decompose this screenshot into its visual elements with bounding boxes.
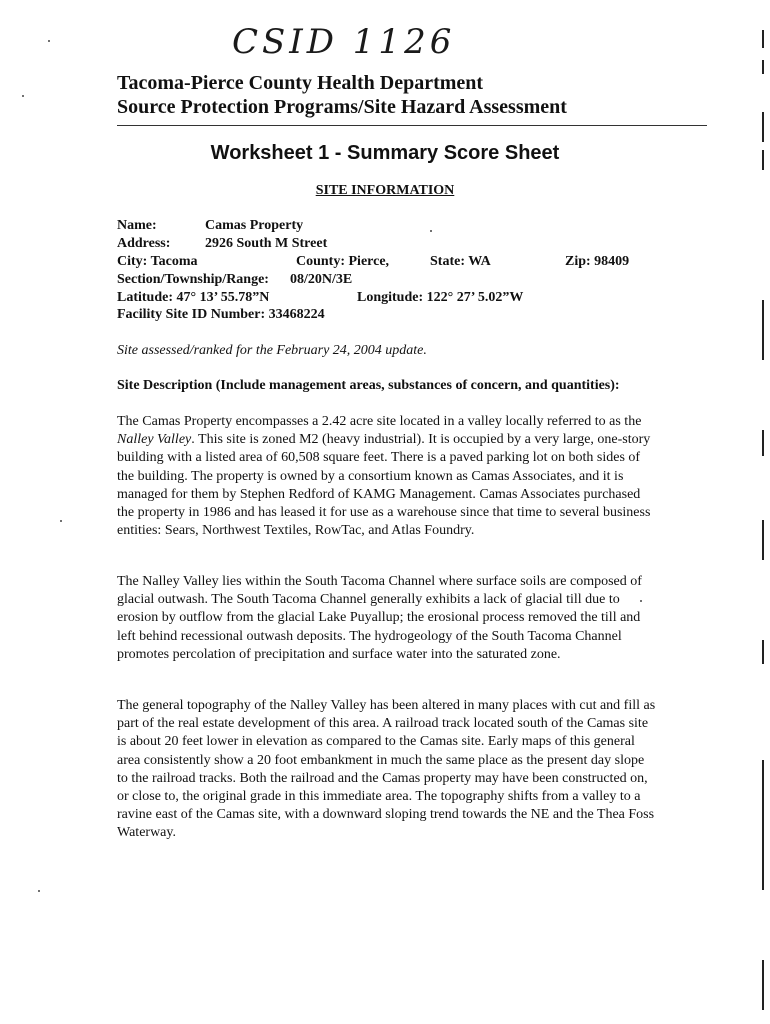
description-paragraph-1 (117, 413, 657, 540)
scan-margin-mark (762, 60, 764, 74)
department-title: Tacoma-Pierce County Health Department (117, 72, 484, 94)
address-value: 2926 South M Street (205, 236, 328, 251)
scan-speck (60, 520, 62, 522)
address-label: Address: (117, 236, 171, 251)
handwritten-site-id: CSID 1126 (232, 22, 456, 62)
latitude-field: Latitude: 47° 13’ 55.78”N (117, 290, 270, 305)
assessed-note: Site assessed/ranked for the February 24, 2004 update. (117, 343, 427, 358)
header-divider (117, 125, 707, 126)
county-field: County: Pierce, (296, 254, 390, 269)
section-township-range-value: 08/20N/3E (290, 272, 353, 287)
longitude-field: Longitude: 122° 27’ 5.02”W (357, 290, 524, 305)
scan-speck (640, 600, 642, 602)
description-paragraph-3: The general topography of the Nalley Valley has been altered in many places with cut and fill as part of the real estate development of this area. A railroad track located south of the Camas site is about 20 feet lower in elevation as compared to the Camas site. Early maps of this general area consistently show a 20 foot embankment in much the same place as the present day slope to the railroad tracks. Both the railroad and the Camas property may have been constructed on, or close to, the original grade in this immediate area. The topography shifts from a valley to a ravine east of the Camas site, with a downward sloping trend towards the NE and the Thea Foss Waterway. (117, 698, 656, 841)
scan-margin-mark (762, 430, 764, 456)
scan-speck (48, 40, 50, 42)
worksheet-title: Worksheet 1 - Summary Score Sheet (210, 142, 560, 164)
nalley-valley-italic: Nalley Valley (117, 432, 192, 448)
scan-margin-mark (762, 300, 764, 360)
scan-margin-mark (762, 960, 764, 1010)
facility-site-id: Facility Site ID Number: 33468224 (117, 307, 325, 322)
scan-speck (38, 890, 40, 892)
scan-speck (22, 95, 24, 97)
scan-margin-mark (762, 112, 764, 142)
paragraph-1-text-a: The Camas Property encompasses a 2.42 acre site located in a valley locally referred to as the (117, 414, 642, 429)
state-field: State: WA (430, 254, 491, 269)
name-value: Camas Property (205, 218, 304, 233)
name-label: Name: (117, 218, 157, 233)
scan-margin-mark (762, 30, 764, 48)
scan-margin-mark (762, 520, 764, 560)
program-title: Source Protection Programs/Site Hazard Assessment (117, 96, 567, 118)
paragraph-1-text-b: . This site is zoned M2 (heavy industrial). It is occupied by a very large, one-story building with a listed area of 60,508 square feet. There is a paved parking lot on both sides of the building. The property is owned by a consortium known as Camas Associates, and it is managed for them by Stephen Redford of KAMG Management. Camas Associates purchased the property in 1986 and has leased it for use as a warehouse since that time to several business entities: Sears, Northwest Textiles, RowTac, and Atlas Foundry. (117, 432, 651, 539)
scan-margin-mark (762, 640, 764, 664)
description-paragraph-2: The Nalley Valley lies within the South Tacoma Channel where surface soils are composed of glacial outwash. The South Tacoma Channel generally exhibits a lack of glacial till due to erosion by outflow from the glacial Lake Puyallup; the erosional process removed the till and left behind recessional outwash deposits. The hydrogeology of the South Tacoma Channel promotes percolation of precipitation and surface water into the saturated zone. (117, 574, 642, 662)
scan-speck (430, 230, 432, 232)
city-field: City: Tacoma (117, 254, 198, 269)
zip-field: Zip: 98409 (565, 254, 630, 269)
section-heading: SITE INFORMATION (315, 183, 455, 198)
site-description-heading: Site Description (Include management areas, substances of concern, and quantities): (117, 378, 620, 393)
section-township-range-label: Section/Township/Range: (117, 272, 269, 287)
scan-margin-mark (762, 150, 764, 170)
scan-margin-mark (762, 760, 764, 890)
